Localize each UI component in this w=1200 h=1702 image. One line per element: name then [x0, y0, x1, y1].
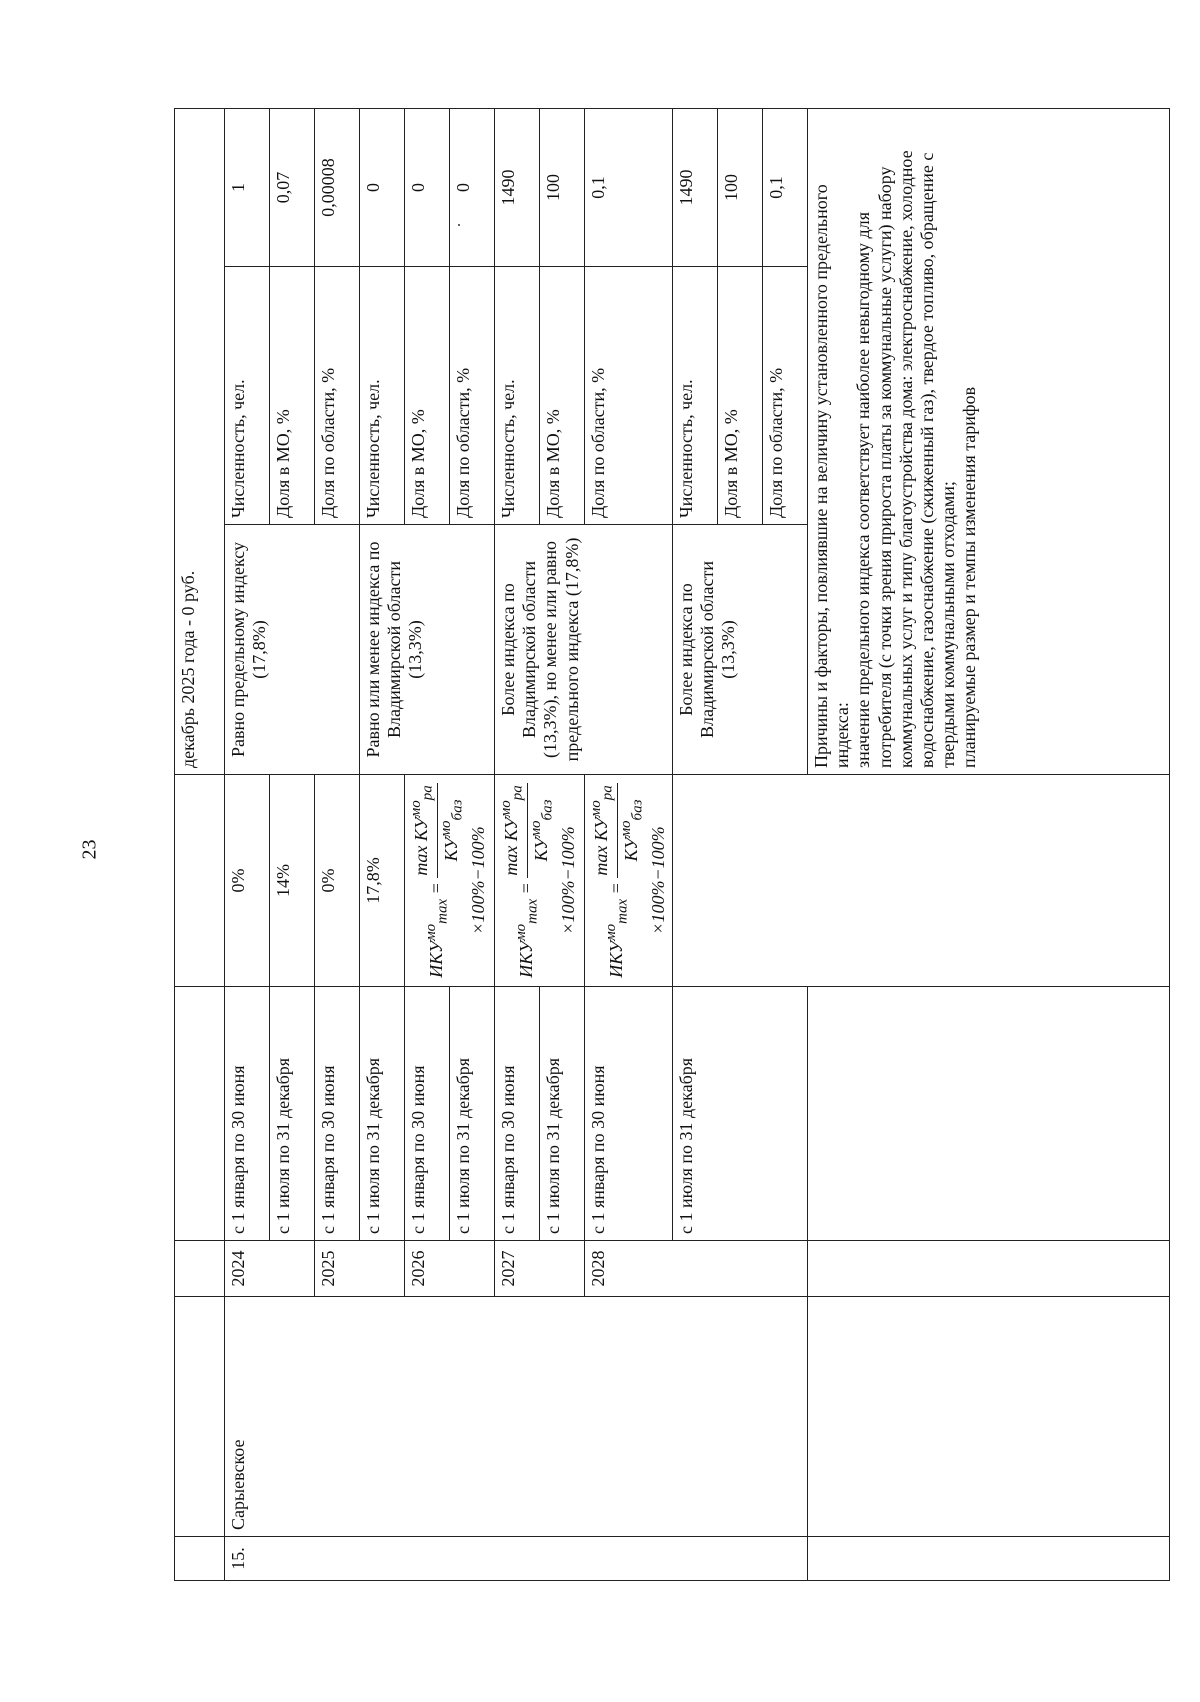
header-row: [175, 108, 225, 1580]
condition-cell: Более индекса по Владимирской области (13,3%), но менее или равно предельного индекса (17,8%): [495, 525, 673, 775]
formula-cell: [405, 775, 495, 987]
param-value: 0,1: [585, 108, 673, 266]
param-value: 1490: [495, 108, 540, 266]
param-cell: Доля в МО, %: [405, 267, 450, 525]
condition-cell: Равно или менее индекса по Владимирской области (13,3%): [360, 525, 495, 775]
param-cell: Доля в МО, %: [717, 267, 762, 525]
period-cell: с 1 января по 30 июня: [585, 987, 673, 1241]
year-cell: 2027: [495, 1241, 585, 1297]
index-value: 14%: [270, 775, 315, 987]
reasons-cell: [807, 108, 1169, 774]
formula-cell: [585, 775, 673, 987]
empty-cell: [807, 1297, 1169, 1537]
period-cell: с 1 июля по 31 декабря: [450, 987, 495, 1241]
rotated-table-frame: [174, 109, 1126, 1581]
table-row: [225, 108, 270, 1580]
formula: $ИКУ^{мо}_{max}$ = $\max КУ^{мо}_{ра}$ $КУ^{мо}_{баз}$ ×100%−100%: [408, 785, 488, 978]
year-cell: 2028: [585, 1241, 808, 1297]
header-empty: [175, 1537, 225, 1581]
param-cell: Численность, чел.: [495, 267, 540, 525]
param-value: 0,1: [762, 108, 807, 266]
empty-cell: [807, 987, 1169, 1241]
header-empty: [175, 775, 225, 987]
formula: $ИКУ^{мо}_{max}$ = $\max КУ^{мо}_{ра}$ $КУ^{мо}_{баз}$ ×100%−100%: [498, 785, 578, 978]
header-empty: [175, 1241, 225, 1297]
period-cell: с 1 января по 30 июня: [405, 987, 450, 1241]
header-note: декабрь 2025 года - 0 руб.: [175, 108, 225, 774]
row-index: 15.: [225, 1537, 808, 1581]
empty-cell: [672, 775, 1169, 987]
param-value: 100: [540, 108, 585, 266]
condition-cell: Равно предельному индексу (17,8%): [225, 525, 360, 775]
param-value: 0: [405, 108, 450, 266]
param-cell: Доля по области, %: [315, 267, 360, 525]
index-value: 17,8%: [360, 775, 405, 987]
param-value: 1: [225, 108, 270, 266]
index-table: [174, 108, 1170, 1581]
empty-cell: [807, 1537, 1169, 1581]
header-empty: [175, 1297, 225, 1537]
period-cell: с 1 января по 30 июня: [315, 987, 360, 1241]
param-value: 0: [450, 108, 495, 266]
period-cell: с 1 января по 30 июня: [495, 987, 540, 1241]
period-cell: с 1 июля по 31 декабря: [540, 987, 585, 1241]
param-cell: Доля по области, %: [585, 267, 673, 525]
param-cell: Численность, чел.: [360, 267, 405, 525]
reasons-text: планируемые размер и темпы изменения тарифов: [959, 386, 980, 768]
index-value: 0%: [315, 775, 360, 987]
formula: $ИКУ^{мо}_{max}$ = $\max КУ^{мо}_{ра}$ $КУ^{мо}_{баз}$ ×100%−100%: [588, 785, 668, 978]
header-empty: [175, 987, 225, 1241]
year-cell: 2025: [315, 1241, 405, 1297]
param-cell: Доля по области, %: [762, 267, 807, 525]
formula-cell: [495, 775, 585, 987]
param-value: 1490: [672, 108, 717, 266]
condition-cell: Более индекса по Владимирской области (13,3%): [672, 525, 807, 775]
period-cell: с 1 января по 30 июня: [225, 987, 270, 1241]
param-value: 100: [717, 108, 762, 266]
empty-cell: [807, 1241, 1169, 1297]
reasons-text: значение предельного индекса соответствует наиболее невыгодному для потребителя (с точки зрения прироста платы за коммунальные услуги) набору коммунальных услуг и типу благоустройства дома: электроснабжение, холодное водоснабжение, газоснабжение (сжиженный газ), твердое топливо, обращение с твердыми коммунальными отходами;: [853, 150, 959, 768]
param-cell: Доля по области, %: [450, 267, 495, 525]
period-cell: с 1 июля по 31 декабря: [360, 987, 405, 1241]
period-cell: с 1 июля по 31 декабря: [672, 987, 807, 1241]
settlement-name: Сарыевское: [225, 1297, 808, 1537]
period-cell: с 1 июля по 31 декабря: [270, 987, 315, 1241]
param-value: 0,07: [270, 108, 315, 266]
param-cell: Численность, чел.: [672, 267, 717, 525]
param-cell: Численность, чел.: [225, 267, 270, 525]
param-cell: Доля в МО, %: [540, 267, 585, 525]
page-number: 23: [78, 839, 101, 860]
index-value: 0%: [225, 775, 270, 987]
reasons-heading: Причины и факторы, повлиявшие на величину установленного предельного индекса:: [810, 184, 853, 768]
year-cell: 2024: [225, 1241, 315, 1297]
year-cell: 2026: [405, 1241, 495, 1297]
param-value: 0,00008: [315, 108, 360, 266]
param-value: 0: [360, 108, 405, 266]
param-cell: Доля в МО, %: [270, 267, 315, 525]
